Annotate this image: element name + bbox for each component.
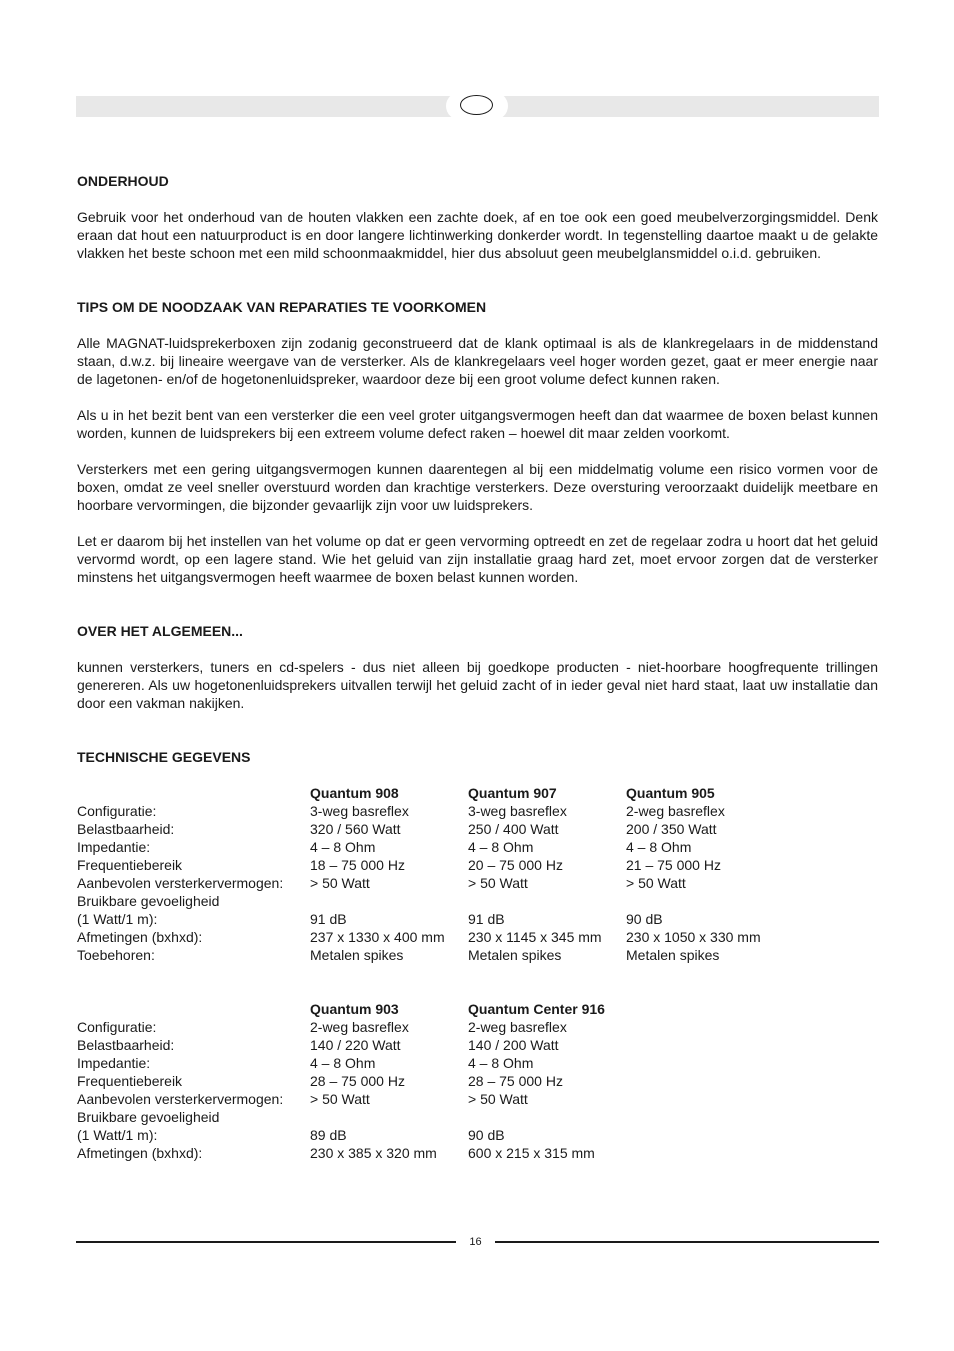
spec-value: 91 dB xyxy=(310,911,347,927)
spec-label: Frequentiebereik xyxy=(77,857,183,873)
spec-label: Configuratie: xyxy=(77,803,157,819)
spec-value: 230 x 385 x 320 mm xyxy=(310,1145,437,1161)
spec-table-quantum-903-center-916 xyxy=(77,1000,878,1162)
spec-row xyxy=(77,1108,878,1126)
spec-label: Bruikbare gevoeligheid xyxy=(77,893,220,909)
spec-value: Metalen spikes xyxy=(626,947,720,963)
spec-value: 18 – 75 000 Hz xyxy=(310,857,405,873)
spec-value: > 50 Watt xyxy=(310,875,370,891)
spec-value: 600 x 215 x 315 mm xyxy=(468,1145,595,1161)
spec-row xyxy=(77,874,878,892)
spec-value: > 50 Watt xyxy=(310,1091,370,1107)
spec-value: 320 / 560 Watt xyxy=(310,821,401,837)
tips-heading: TIPS OM DE NOODZAAK VAN REPARATIES TE VOORKOMEN xyxy=(77,299,487,315)
general-paragraph: kunnen versterkers, tuners en cd-spelers - dus niet alleen bij goedkope producten - niet-hoorbare hoogfrequente trillingen genereren. Als uw hogetonenluidsprekers uitvallen terwijl het geluid zacht of in ieder geval niet hard staat, laat uw installatie dan door een vakman nakijken. xyxy=(77,659,878,711)
spec-value: 250 / 400 Watt xyxy=(468,821,559,837)
tips-paragraph-3: Versterkers met een gering uitgangsvermogen kunnen daarentegen al bij een middelmatig volume een risico vormen voor de boxen, omdat ze veel sneller overstuurd worden dan krachtige versterkers. Deze oversturing veroorzaakt duidelijk meetbare en hoorbare vervormingen, die bijzonder gevaarlijk zijn voor uw luidsprekers. xyxy=(77,461,878,513)
spec-label: Impedantie: xyxy=(77,1055,151,1071)
page-number: 16 xyxy=(469,1236,482,1248)
spec-row xyxy=(77,928,878,946)
spec-label: (1 Watt/1 m): xyxy=(77,911,158,927)
spec-label: Aanbevolen versterkervermogen: xyxy=(77,875,284,891)
spec-value: 200 / 350 Watt xyxy=(626,821,717,837)
spec-value: Metalen spikes xyxy=(468,947,562,963)
page-content xyxy=(77,172,878,1162)
spec-model-header-row xyxy=(77,784,878,802)
tips-paragraph-4: Let er daarom bij het instellen van het volume op dat er geen vervorming optreedt en zet de regelaar zodra u hoort dat het geluid vervormd wordt, op een lagere stand. Wie het geluid van zijn installatie graag hard zet, moet ervoor zorgen dat de versterker minstens het uitgangsvermogen heeft waarmee de boxen belast kunnen worden. xyxy=(77,533,878,585)
spec-value: 20 – 75 000 Hz xyxy=(468,857,563,873)
spec-value: 3-weg basreflex xyxy=(468,803,567,819)
spec-row xyxy=(77,856,878,874)
footer-rule-left xyxy=(76,1241,456,1243)
spec-value: 4 – 8 Ohm xyxy=(626,839,692,855)
spec-table-quantum-908-907-905 xyxy=(77,784,878,964)
tips-paragraph-2: Als u in het bezit bent van een versterker die een veel groter uitgangsvermogen heeft dan dat waarmee de boxen belast kunnen worden, kunnen de luidsprekers bij een extreem volume defect raken – hoewel dit maar zelden voorkomt. xyxy=(77,407,878,441)
spec-row xyxy=(77,946,878,964)
spec-value: 2-weg basreflex xyxy=(468,1019,567,1035)
spec-value: 2-weg basreflex xyxy=(310,1019,409,1035)
spec-value: 28 – 75 000 Hz xyxy=(310,1073,405,1089)
spec-row xyxy=(77,1036,878,1054)
spec-model-name: Quantum 905 xyxy=(626,785,715,801)
spec-row xyxy=(77,802,878,820)
spec-row xyxy=(77,892,878,910)
spec-label: Toebehoren: xyxy=(77,947,155,963)
spec-value: 21 – 75 000 Hz xyxy=(626,857,721,873)
spec-value: 2-weg basreflex xyxy=(626,803,725,819)
spec-row xyxy=(77,1090,878,1108)
spec-value: 4 – 8 Ohm xyxy=(468,839,534,855)
spec-label: Frequentiebereik xyxy=(77,1073,183,1089)
spec-model-name: Quantum 903 xyxy=(310,1001,399,1017)
spec-row xyxy=(77,1072,878,1090)
spec-value: 3-weg basreflex xyxy=(310,803,409,819)
language-oval-icon xyxy=(460,95,493,115)
spec-model-name: Quantum 908 xyxy=(310,785,399,801)
spec-row xyxy=(77,1054,878,1072)
spec-value: Metalen spikes xyxy=(310,947,404,963)
spec-value: > 50 Watt xyxy=(468,875,528,891)
spec-value: 89 dB xyxy=(310,1127,347,1143)
specs-heading: TECHNISCHE GEGEVENS xyxy=(77,749,251,765)
spec-row xyxy=(77,910,878,928)
spec-label: Bruikbare gevoeligheid xyxy=(77,1109,220,1125)
spec-label: Afmetingen (bxhxd): xyxy=(77,1145,203,1161)
maintenance-heading: ONDERHOUD xyxy=(77,173,169,189)
spec-label: Impedantie: xyxy=(77,839,151,855)
spec-row xyxy=(77,838,878,856)
spec-value: 140 / 200 Watt xyxy=(468,1037,559,1053)
spec-value: 140 / 220 Watt xyxy=(310,1037,401,1053)
spec-model-name: Quantum 907 xyxy=(468,785,557,801)
spec-value: 230 x 1050 x 330 mm xyxy=(626,929,761,945)
spec-value: 90 dB xyxy=(626,911,663,927)
tips-paragraph-1: Alle MAGNAT-luidsprekerboxen zijn zodanig geconstrueerd dat de klank optimaal is als de klankregelaars in de middenstand staan, d.w.z. bij lineaire weergave van de versterker. Als de klankregelaars veel hoger worden gezet, gaat er meer energie naar de lagetonen- en/of de hogetonenluidspreker, waardoor deze bij een groot volume defect kunnen raken. xyxy=(77,335,878,387)
spec-row xyxy=(77,1144,878,1162)
general-heading: OVER HET ALGEMEEN... xyxy=(77,623,243,639)
spec-value: > 50 Watt xyxy=(626,875,686,891)
spec-value: 90 dB xyxy=(468,1127,505,1143)
spec-value: 4 – 8 Ohm xyxy=(468,1055,534,1071)
spec-model-header-row xyxy=(77,1000,878,1018)
spec-label: Configuratie: xyxy=(77,1019,157,1035)
maintenance-paragraph: Gebruik voor het onderhoud van de houten vlakken een zachte doek, af en toe ook een goed meubelverzorgingsmiddel. Denk eraan dat hout een natuurproduct is en door langere lichtinwerking donkerder wordt. In tegenstelling daartoe maakt u de gelakte vlakken het beste schoon met een mild schoonmaakmiddel, hier dus absoluut geen meubelglansmiddel o.i.d. gebruiken. xyxy=(77,209,878,261)
footer-rule-right xyxy=(495,1241,879,1243)
spec-label: Belastbaarheid: xyxy=(77,821,175,837)
spec-label: Aanbevolen versterkervermogen: xyxy=(77,1091,284,1107)
spec-value: 4 – 8 Ohm xyxy=(310,1055,376,1071)
spec-label: (1 Watt/1 m): xyxy=(77,1127,158,1143)
spec-value: > 50 Watt xyxy=(468,1091,528,1107)
spec-label: Afmetingen (bxhxd): xyxy=(77,929,203,945)
spec-model-name: Quantum Center 916 xyxy=(468,1001,605,1017)
spec-row xyxy=(77,820,878,838)
spec-value: 230 x 1145 x 345 mm xyxy=(468,929,602,945)
spec-row xyxy=(77,1126,878,1144)
spec-label: Belastbaarheid: xyxy=(77,1037,175,1053)
spec-value: 237 x 1330 x 400 mm xyxy=(310,929,445,945)
spec-value: 28 – 75 000 Hz xyxy=(468,1073,563,1089)
spec-value: 91 dB xyxy=(468,911,505,927)
spec-value: 4 – 8 Ohm xyxy=(310,839,376,855)
spec-row xyxy=(77,1018,878,1036)
